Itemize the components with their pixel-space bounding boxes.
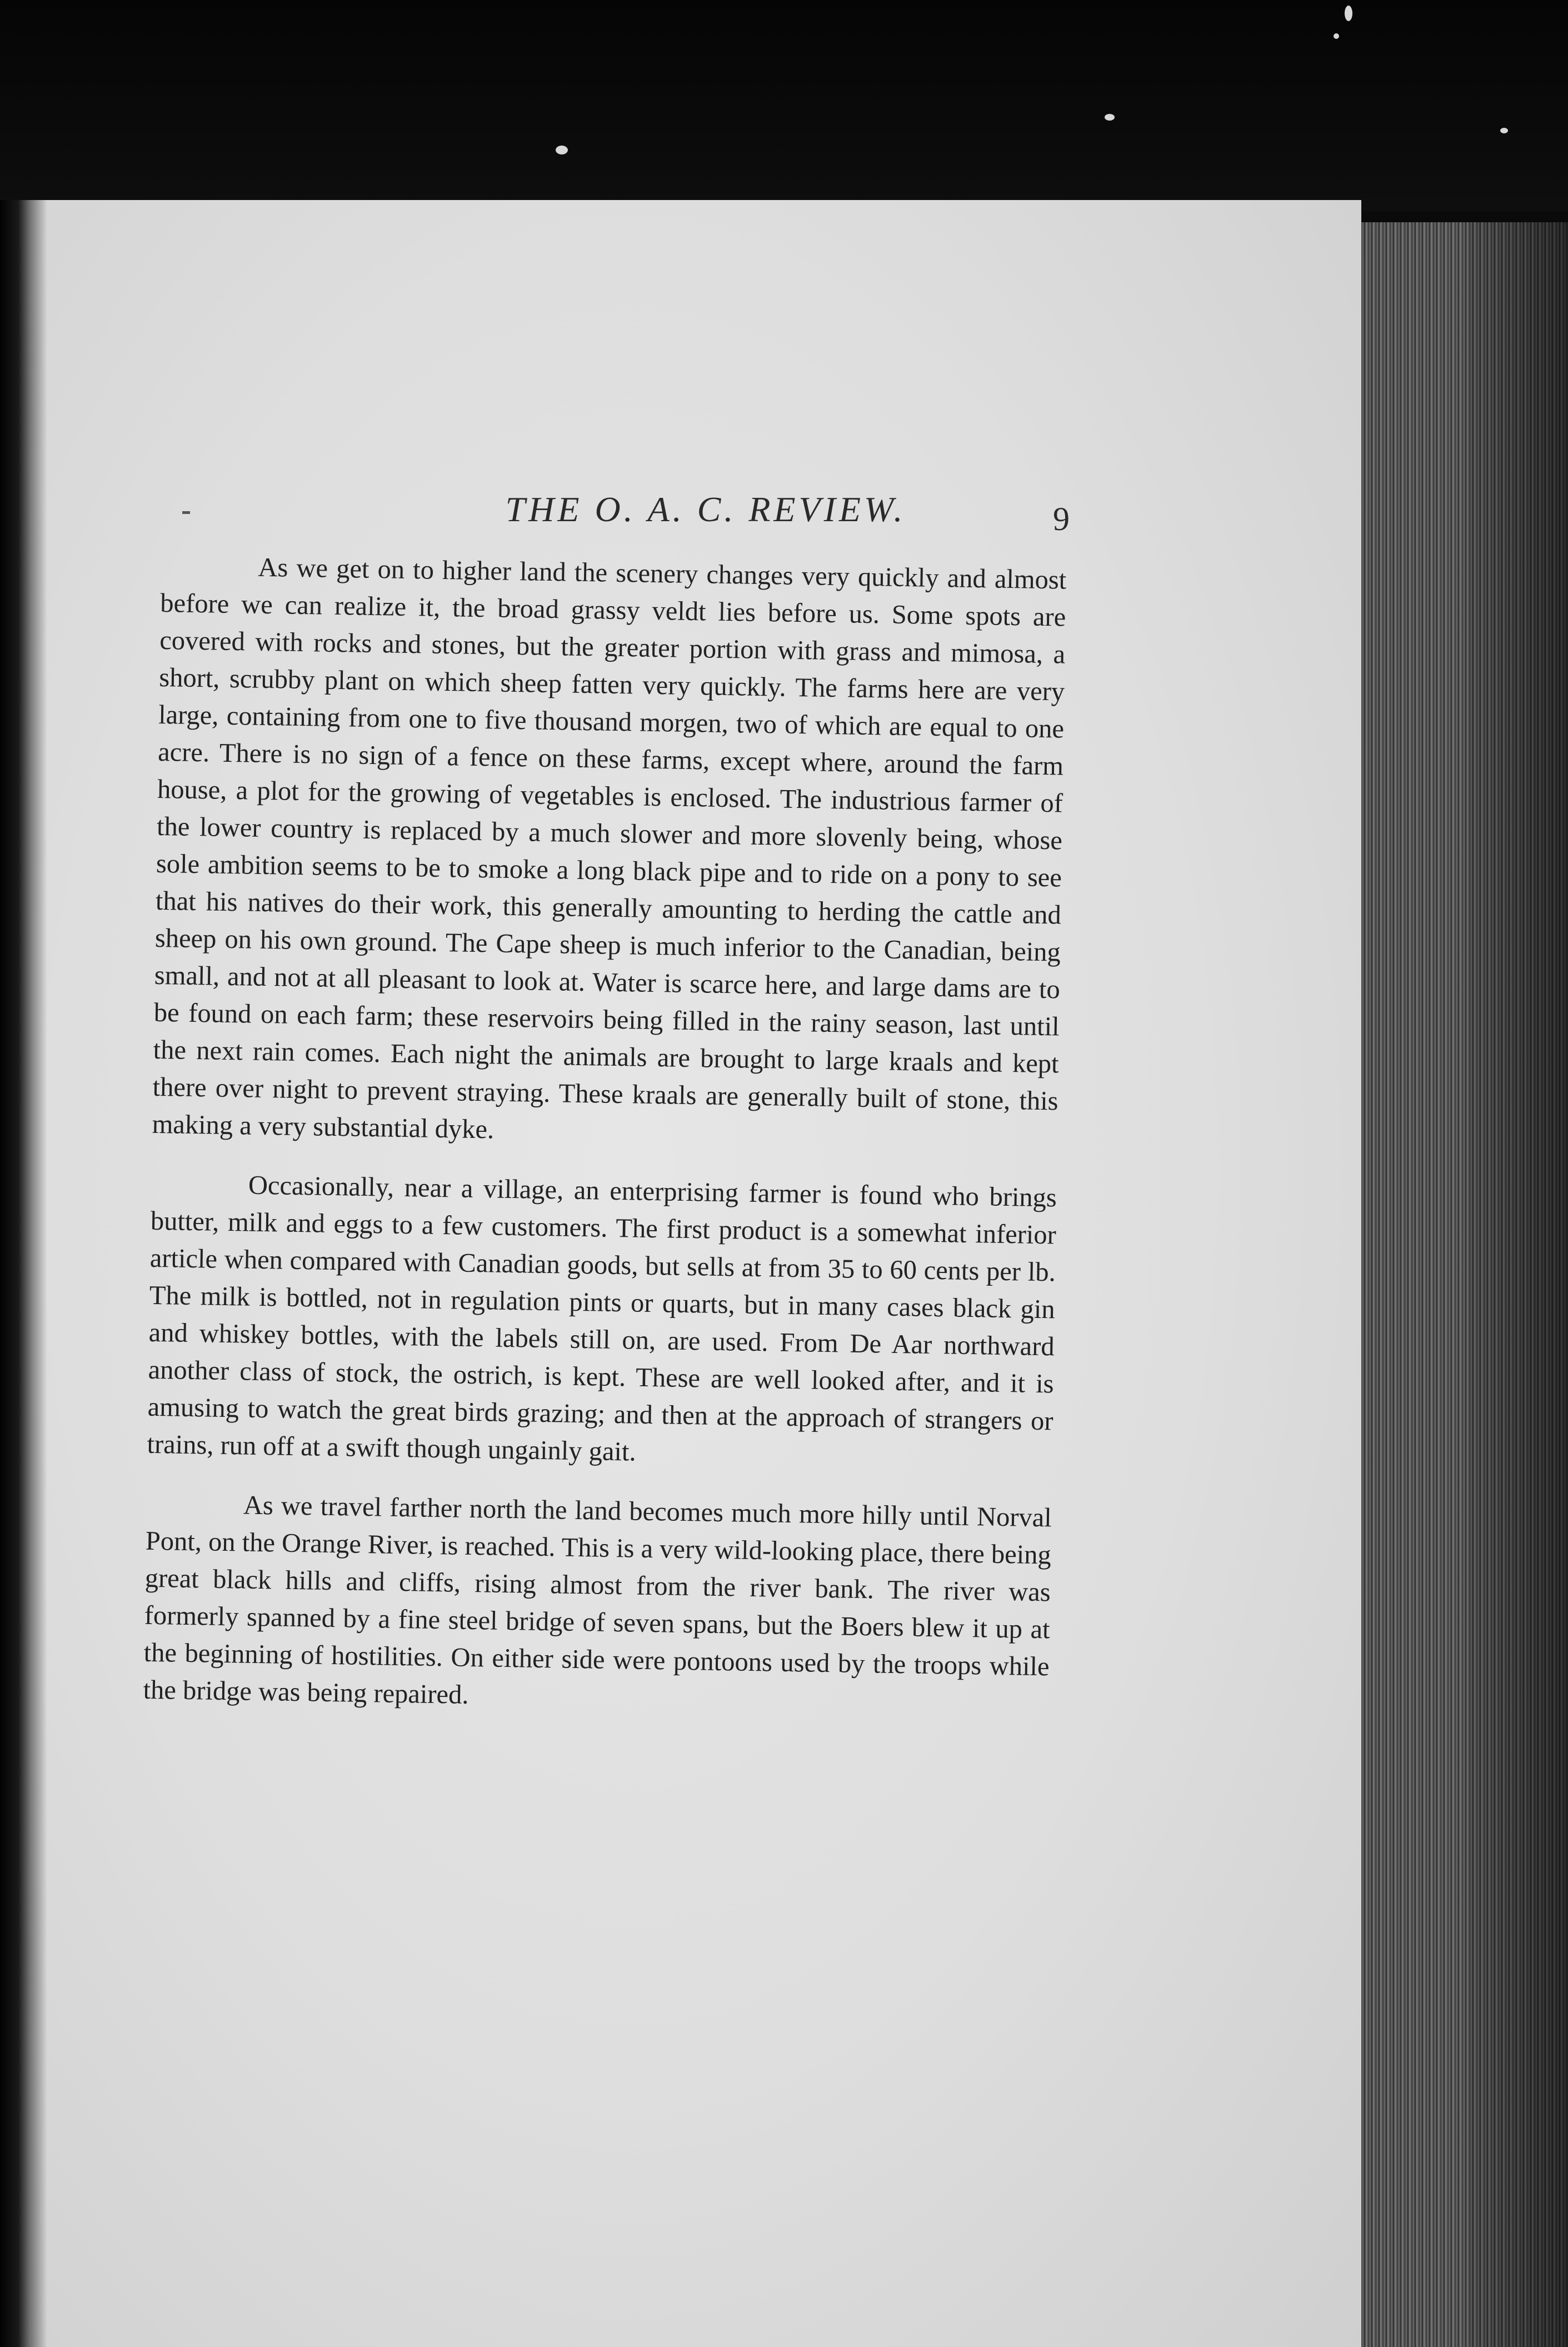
paragraph-3: As we travel farther north the land becomes much more hilly until Norval Pont, on the Orange River, is reached. This is a very wild-looking place, there being great black hills and cliffs, rising almost from the river bank. The river was formerly spanned by a fine steel bridge of seven spans, but the Boers blew it up at the beginning of hostilities. On either side were pontoons used by the troops while the bridge was being repaired. — [143, 1490, 1052, 1710]
scan-background-top — [0, 0, 1568, 211]
dust-speck — [1345, 6, 1352, 21]
page-gutter-shadow — [31, 200, 47, 2347]
dust-speck — [1334, 33, 1339, 39]
running-header: THE O. A. C. REVIEW. — [505, 490, 906, 529]
dust-speck — [1105, 114, 1115, 121]
paragraph-1: As we get on to higher land the scenery changes very quickly and almost before we can realize it, the broad grassy veldt lies before us. Some spots are covered with rocks and stones, but the greater portion with grass and mimosa, a short, scrubby plant on which sheep fatten very quickly. The farms here are very large, containing from one to five thousand morgen, two of which are equal to one acre. There is no sign of a fence on these farms, except where, around the farm house, a plot for the growing of vegetables is enclosed. The industrious farmer of the lower country is replaced by a much slower and more slovenly being, whose sole ambition seems to be to smoke a long black pipe and to ride on a pony to see that his natives do their work, this generally amounting to herding the cattle and sheep on his own ground. The Cape sheep is much inferior to the Canadian, being small, and not at all pleasant to look at. Water is scarce here, and large dams are to be found on each farm; these reservoirs being filled in the rainy season, last until the next rain comes. Each night the animals are brought to large kraals and kept there over night to prevent straying. These kraals are generally built of stone, this making a very substantial dyke. — [152, 552, 1067, 1145]
page-number: 9 — [1053, 501, 1070, 537]
paragraph-2: Occasionally, near a village, an enterprising farmer is found who brings butter, milk and eggs to a few customers. The first product is a somewhat inferior article when compared with Canadian goods, but sells at from 35 to 60 cents per lb. The milk is bottled, not in regulation pints or quarts, but in many cases black gin and whiskey bottles, with the labels still on, are used. From De Aar northward another class of stock, the ostrich, is kept. These are well looked after, and it is amusing to watch the great birds grazing; and then at the approach of strangers or trains, run off at a swift though ungainly gait. — [147, 1170, 1057, 1467]
article-body — [143, 547, 1067, 1745]
book-gutter-edge — [0, 200, 31, 2347]
dust-speck — [556, 146, 568, 154]
header-mark — [182, 511, 190, 514]
fore-edge-shadow — [1467, 222, 1568, 2347]
dust-speck — [1500, 128, 1508, 133]
